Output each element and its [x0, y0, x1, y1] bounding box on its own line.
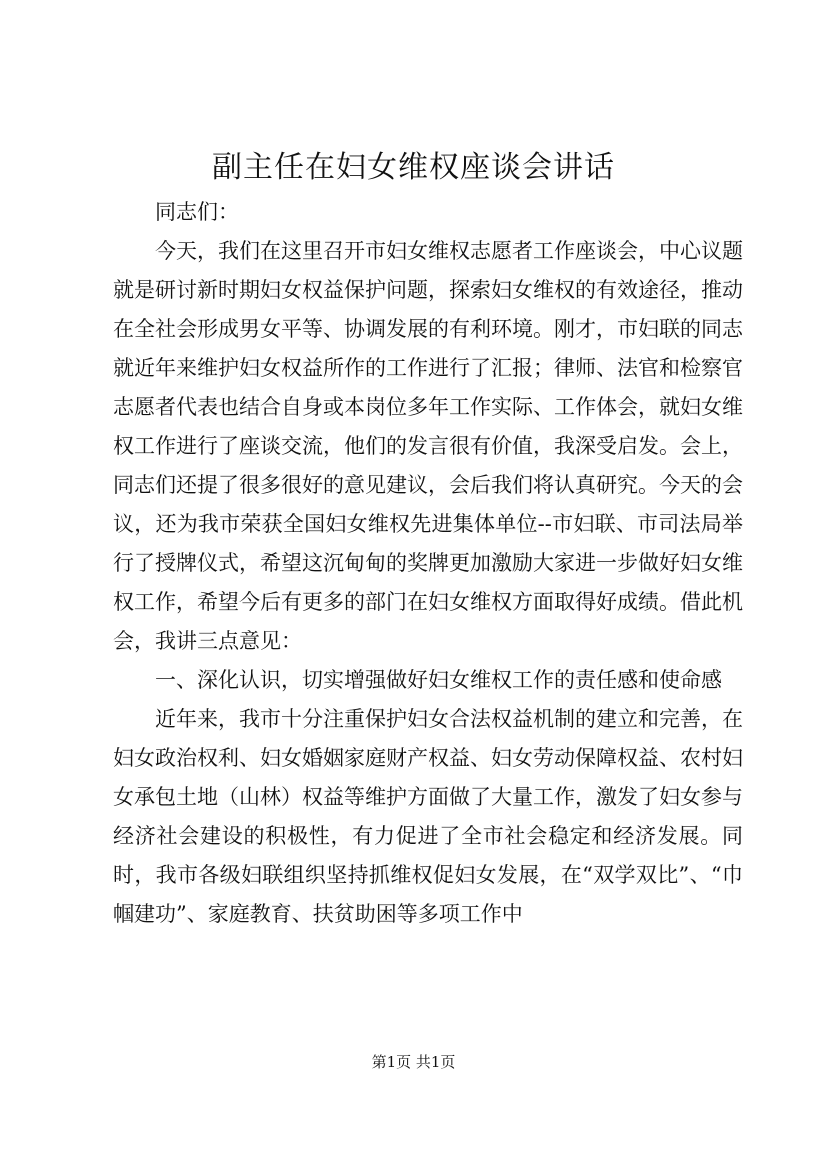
section-heading-paragraph: 一、深化认识，切实增强做好妇女维权工作的责任感和使命感 [155, 668, 722, 692]
page-footer: 第1页 共1页 [371, 1053, 456, 1071]
document-title: 副主任在妇女维权座谈会讲话 [212, 150, 615, 185]
salutation-paragraph: 同志们： [155, 200, 239, 224]
body-paragraph: 近年来，我市十分注重保护妇女合法权益机制的建立和完善，在妇女政治权利、妇女婚姻家庭财产权益、妇女劳动保障权益、农村妇女承包土地（山林）权益等维护方面做了大量工作，激发了妇女参与经济社会建设的积极性，有力促进了全市社会稳定和经济发展。同时，我市各级妇联组织坚持抓维权促妇女发展，在“双学双比”、“巾帼建功”、家庭教育、扶贫助困等多项工作中 [113, 707, 743, 926]
body-paragraph: 今天，我们在这里召开市妇女维权志愿者工作座谈会，中心议题就是研讨新时期妇女权益保护问题，探索妇女维权的有效途径，推动在全社会形成男女平等、协调发展的有利环境。刚才，市妇联的同志就近年来维护妇女权益所作的工作进行了汇报；律师、法官和检察官志愿者代表也结合自身或本岗位多年工作实际、工作体会，就妇女维权工作进行了座谈交流，他们的发言很有价值，我深受启发。会上，同志们还提了很多很好的意见建议，会后我们将认真研究。今天的会议，还为我市荣获全国妇女维权先进集体单位--市妇联、市司法局举行了授牌仪式，希望这沉甸甸的奖牌更加激励大家进一步做好妇女维权工作，希望今后有更多的部门在妇女维权方面取得好成绩。借此机会，我讲三点意见： [113, 239, 743, 653]
document-body [113, 193, 743, 934]
